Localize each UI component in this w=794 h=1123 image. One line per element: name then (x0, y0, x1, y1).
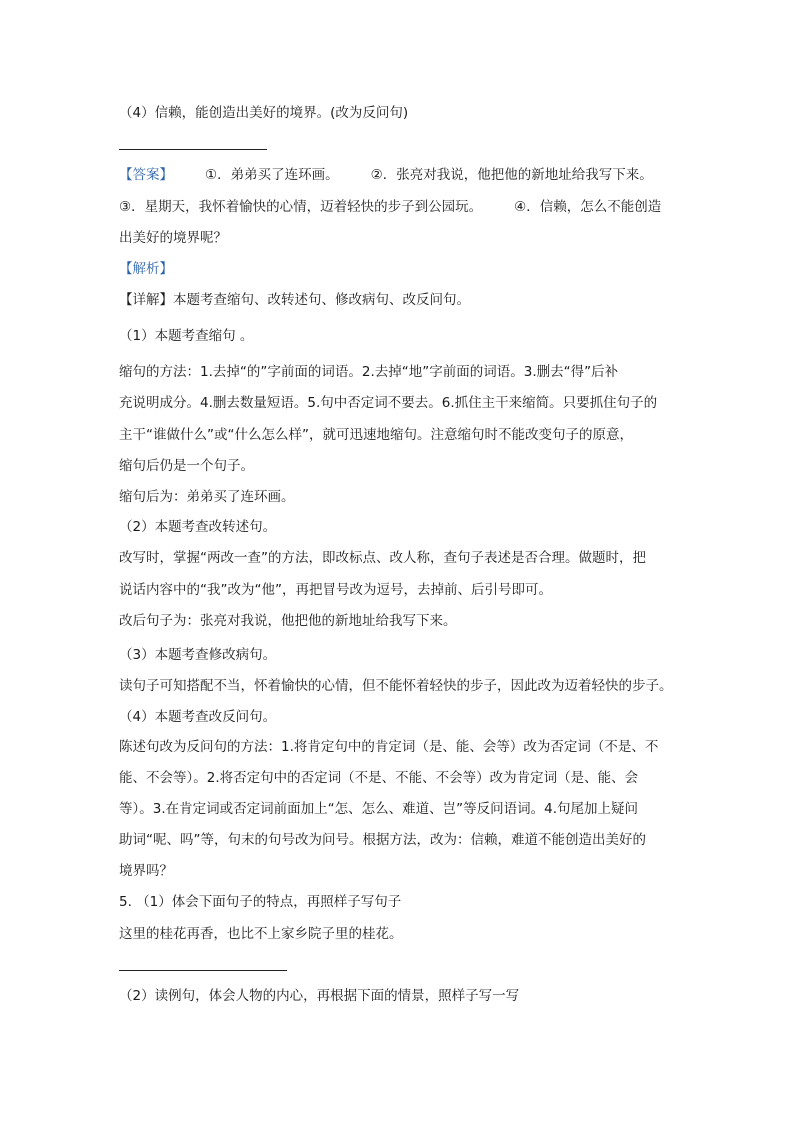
answer-4-continued: 出美好的境界呢？ (119, 230, 227, 246)
section-1-result: 缩句后为：弟弟买了连环画。 (119, 489, 295, 505)
section-4-text-5: 境界吗？ (119, 863, 173, 879)
section-2-text-2: 说话内容中的“我”改为“他”，再把冒号改为逗号，去掉前、后引号即可。 (119, 582, 552, 598)
section-1-heading: （1）本题考查缩句 。 (119, 328, 254, 344)
section-1-text-3: 主干“谁做什么”或“什么怎么样”，就可迅速地缩句。注意缩句时不能改变句子的原意， (119, 427, 633, 443)
question-4-prompt: （4）信赖，能创造出美好的境界。(改为反问句) (119, 105, 409, 121)
answer-blank-line-2 (119, 970, 287, 971)
section-3-heading: （3）本题考查修改病句。 (119, 647, 277, 663)
section-1-text-4: 缩句后仍是一个句子。 (119, 458, 254, 474)
section-4-heading: （4）本题考查改反问句。 (119, 709, 277, 725)
answer-line-1 (119, 165, 653, 185)
section-3-text-1: 读句子可知搭配不当，怀着愉快的心情，但不能怀着轻快的步子，因此改为迈着轻快的步子。 (119, 678, 673, 694)
section-2-result: 改后句子为：张亮对我说，他把他的新地址给我写下来。 (119, 613, 457, 629)
section-2-heading: （2）本题考查改转述句。 (119, 519, 277, 535)
answer-1: ①．弟弟买了连环画。 (205, 167, 339, 183)
question-5-sub-2: （2）读例句，体会人物的内心，再根据下面的情景，照样子写一写 (119, 988, 520, 1004)
answer-blank-line (119, 149, 267, 150)
question-5-example: 这里的桂花再香，也比不上家乡院子里的桂花。 (119, 926, 403, 942)
answer-4: ④．信赖，怎么不能创造 (514, 199, 662, 215)
section-1-text-2: 充说明成分。4.删去数量短语。5.句中否定词不要去。6.抓住主干来缩简。只要抓住句子的 (119, 395, 658, 411)
section-4-text-4: 助词“呢、吗”等，句末的句号改为问号。根据方法，改为：信赖，难道不能创造出美好的 (119, 832, 646, 848)
answer-line-2 (119, 197, 661, 217)
question-5-heading: 5. （1）体会下面句子的特点，再照样子写句子 (119, 894, 402, 910)
detail-text: 本题考查缩句、改转述句、修改病句、改反问句。 (173, 292, 470, 308)
answer-2: ②．张亮对我说，他把他的新地址给我写下来。 (370, 167, 653, 183)
section-4-text-1: 陈述句改为反问句的方法：1.将肯定句中的肯定词（是、能、会等）改为否定词（不是、不 (119, 739, 659, 755)
section-4-text-3: 等）。3.在肯定词或否定词前面加上“怎、怎么、难道、岂”等反问语词。4.句尾加上疑问 (119, 801, 638, 817)
detail-label: 【详解】 (119, 292, 173, 308)
section-1-text-1: 缩句的方法：1.去掉“的”字前面的词语。2.去掉“地”字前面的词语。3.删去“得”后补 (119, 364, 619, 380)
detail-line (119, 290, 470, 310)
answer-3: ③．星期天，我怀着愉快的心情，迈着轻快的步子到公园玩。 (119, 199, 483, 215)
section-2-text-1: 改写时，掌握“两改一查”的方法，即改标点、改人称，查句子表述是否合理。做题时，把 (119, 550, 646, 566)
section-4-text-2: 能、不会等）。2.将否定句中的否定词（不是、不能、不会等）改为肯定词（是、能、会 (119, 770, 639, 786)
analysis-label: 【解析】 (119, 261, 173, 277)
answer-label: 【答案】 (119, 167, 173, 183)
